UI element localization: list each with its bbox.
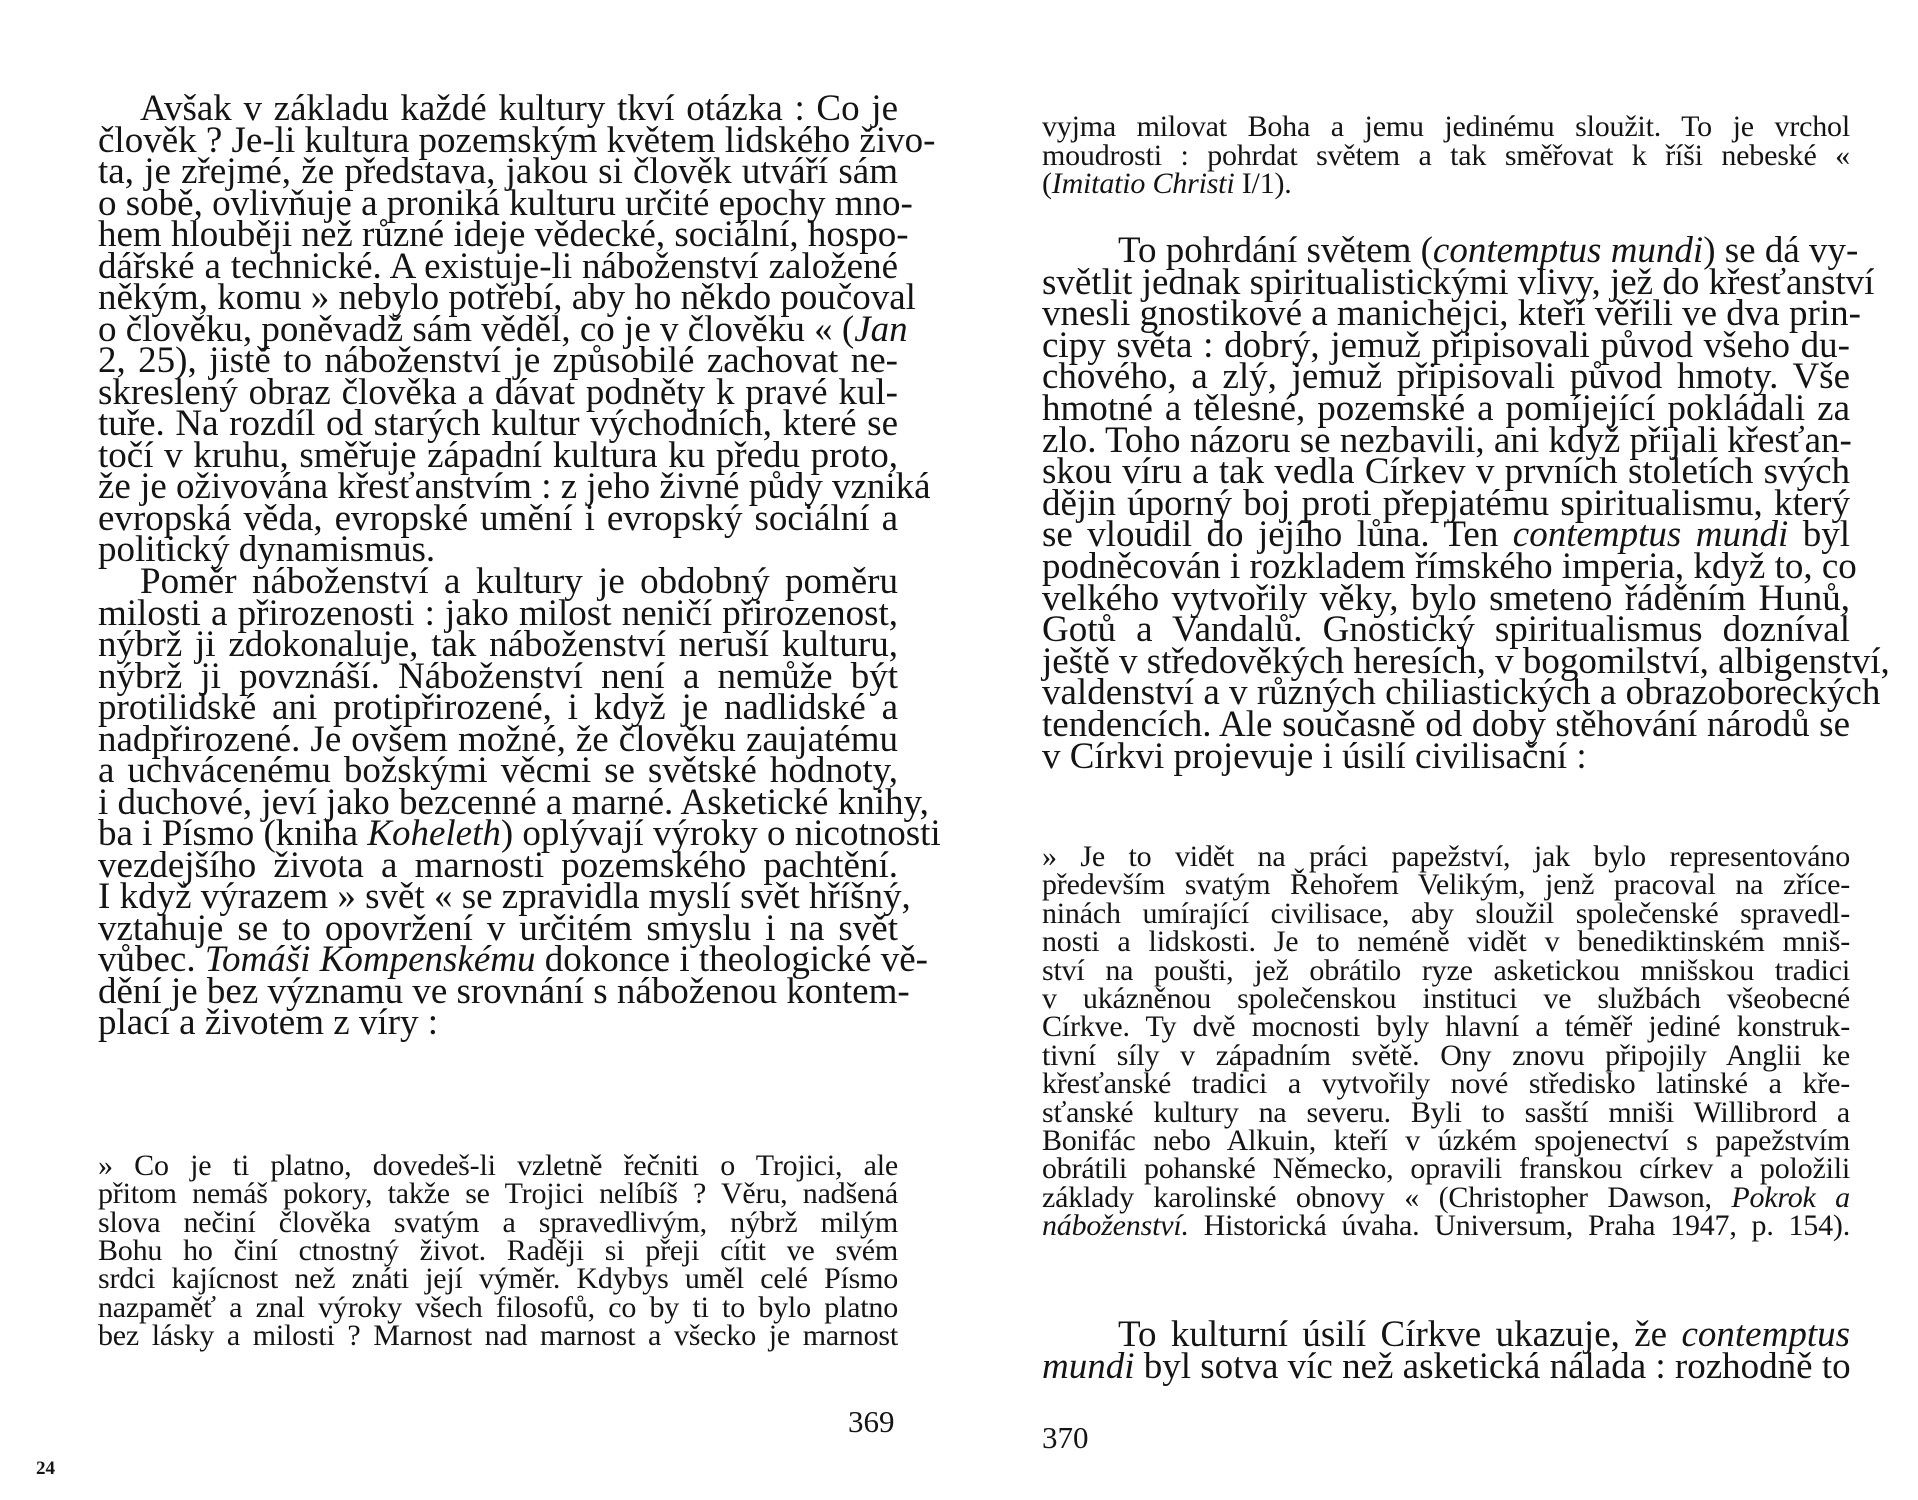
text-line: Bohu ho činí ctnostný život. Raději si přeji cítit ve svém	[98, 1233, 898, 1267]
text-line: dářské a technické. A existuje-li náboženství založené	[98, 245, 898, 287]
text-line: tuře. Na rozdíl od starých kultur východních, které se	[98, 403, 898, 444]
text-line: Bonifác nebo Alkuin, kteří v úzkém spojenectví s papežstvím	[1042, 1124, 1850, 1157]
text-line: I když výrazem » svět « se zpravidla myslí svět hříšný,	[98, 876, 911, 917]
text-line: nýbrž ji zdokonaluje, tak náboženství neruší kulturu,	[98, 624, 898, 665]
text-line: To kulturní úsilí Církve ukazuje, že contemptus	[1118, 1314, 1850, 1355]
text-line: především svatým Řehořem Velikým, jenž pracoval na zříce-	[1042, 868, 1850, 902]
text-line: cipy světa : dobrý, jemuž připisovali původ všeho du-	[1042, 324, 1850, 366]
text-line: plací a životem z víry :	[98, 1002, 439, 1043]
text-line: obrátili pohanské Německo, opravili franskou církev a položili	[1042, 1152, 1850, 1186]
text-line: velkého vytvořily věky, bylo smeteno řáděním Hunů,	[1042, 577, 1850, 619]
text-line: ninách umírající civilisace, aby sloužil společenské spravedl-	[1042, 896, 1850, 930]
text-line: náboženství. Historická úvaha. Universum, Praha 1947, p. 154).	[1042, 1209, 1850, 1243]
text-line: někým, komu » nebylo potřebí, aby ho někdo poučoval	[98, 277, 916, 318]
text-line: nadpřirozené. Je ovšem možné, že člověku zaujatému	[98, 718, 898, 760]
text-line: ství na poušti, jež obrátilo ryze asketickou mnišskou tradici	[1042, 953, 1850, 987]
text-line: politický dynamismus.	[98, 529, 436, 570]
text-line: nosti a lidskosti. Je to neméně vidět v benediktinském mniš-	[1042, 925, 1850, 959]
text-line: zlo. Toho názoru se nezbavili, ani když přijali křesťan-	[1042, 419, 1852, 461]
text-line: skou víru a tak vedla Církev v prvních stoletích svých	[1042, 451, 1850, 493]
text-line: mundi byl sotva víc než asketická nálada : rozhodně to	[1042, 1345, 1851, 1387]
text-line: o sobě, ovlivňuje a proniká kulturu určité epochy mno-	[98, 182, 913, 224]
text-line: základy karolinské obnovy « (Christopher Dawson, Pokrok a	[1042, 1180, 1850, 1214]
text-line: (Imitatio Christi I/1).	[1042, 167, 1292, 200]
text-line: tivní síly v západním světě. Ony znovu připojily Anglii ke	[1042, 1038, 1850, 1072]
text-line: moudrosti : pohrdat světem a tak směřovat k říši nebeské «	[1042, 138, 1850, 172]
text-line: světlit jednak spiritualistickými vlivy, jež do křesťanství	[1042, 261, 1875, 303]
right-page	[960, 0, 1918, 1500]
text-line: hem hlouběji než různé ideje vědecké, sociální, hospo-	[98, 214, 909, 255]
text-line: a uchvácenému božskými věcmi se světské hodnoty,	[98, 750, 898, 791]
text-line: nazpaměť a znal výroky všech filosofů, co by ti to bylo platno	[98, 1290, 898, 1324]
text-line: v Církvi projevuje i úsilí civilisační :	[1042, 735, 1587, 777]
text-line: dějin úporný boj proti přepjatému spiritualismu, který	[1042, 482, 1850, 524]
text-line: o člověku, poněvadž sám věděl, co je v člověku « (Jan	[98, 308, 908, 350]
text-line: » Co je ti platno, dovedeš-li vzletně řečniti o Trojici, ale	[98, 1149, 898, 1182]
text-line: podněcován i rozkladem římského imperia, když to, co	[1042, 546, 1857, 587]
text-line: hmotné a tělesné, pozemské a pomíjející pokládali za	[1042, 388, 1850, 429]
text-line: To pohrdání světem (contemptus mundi) se dá vy-	[1118, 230, 1859, 271]
text-line: Gotů a Vandalů. Gnostický spiritualismus dozníval	[1042, 609, 1850, 651]
text-line: sťanské kultury na severu. Byli to sasští mniši Willibrord a	[1042, 1095, 1850, 1129]
text-line: i duchové, jeví jako bezcenné a marné. Asketické knihy,	[98, 781, 929, 823]
text-line: srdci kajícnost než znáti její výměr. Kdybys uměl celé Písmo	[98, 1262, 898, 1296]
page-number: 369	[848, 1404, 895, 1439]
signature-mark: 24	[36, 1458, 55, 1479]
text-line: milosti a přirozenosti : jako milost neničí přirozenost,	[98, 592, 898, 634]
text-line: vezdejšího života a marnosti pozemského pachtění.	[98, 844, 898, 886]
text-line: protilidské ani protipřirozené, i když je nadlidské a	[98, 687, 898, 728]
text-line: slova nečiní člověka svatým a spravedlivým, nýbrž milým	[98, 1205, 898, 1239]
text-line: » Je to vidět na práci papežství, jak bylo representováno	[1042, 840, 1850, 873]
text-line: tendencích. Ale současně od doby stěhování národů se	[1042, 704, 1850, 745]
text-line: evropská věda, evropské umění i evropský sociální a	[98, 497, 898, 539]
text-line: křesťanské tradici a vytvořily nové středisko latinské a kře-	[1042, 1067, 1850, 1101]
page-number: 370	[1042, 1420, 1089, 1455]
text-line: Poměr náboženství a kultury je obdobný poměru	[140, 561, 898, 602]
text-line: se vloudil do jejího lůna. Ten contemptus mundi byl	[1042, 514, 1850, 556]
text-line: v ukázněnou společenskou instituci ve službách všeobecné	[1042, 982, 1850, 1015]
text-line: přitom nemáš pokory, takže se Trojici nelíbíš ? Věru, nadšená	[98, 1177, 898, 1211]
text-line: dění je bez významu ve srovnání s náboženou kontem-	[98, 970, 910, 1012]
text-line: točí v kruhu, směřuje západní kultura ku předu proto,	[98, 434, 898, 476]
text-line: člověk ? Je-li kultura pozemským květem lidského živo-	[98, 119, 936, 161]
text-line: 2, 25), jistě to náboženství je způsobilé zachovat ne-	[98, 340, 898, 381]
text-line: ta, je zřejmé, že představa, jakou si člověk utváří sám	[98, 151, 898, 192]
text-line: valdenství a v různých chiliastických a obrazoboreckých	[1042, 672, 1881, 714]
text-line: vnesli gnostikové a manichejci, kteří věřili ve dva prin-	[1042, 293, 1861, 335]
text-line: Avšak v základu každé kultury tkví otázka : Co je	[140, 88, 898, 129]
text-line: ještě v středověkých heresích, v bogomilství, albigenství,	[1042, 640, 1890, 682]
text-line: chového, a zlý, jemuž připisovali původ hmoty. Vše	[1042, 356, 1850, 398]
text-line: bez lásky a milosti ? Marnost nad marnost a všecko je marnost	[98, 1318, 898, 1352]
text-line: že je oživována křesťanstvím : z jeho živné půdy vzniká	[98, 466, 931, 507]
text-line: vyjma milovat Boha a jemu jedinému sloužit. To je vrchol	[1042, 110, 1850, 143]
text-line: skreslený obraz člověka a dávat podněty k pravé kul-	[98, 371, 898, 413]
text-line: ba i Písmo (kniha Koheleth) oplývají výroky o nicotnosti	[98, 813, 941, 854]
text-line: vztahuje se to opovržení v určitém smyslu i na svět	[98, 907, 898, 949]
text-line: vůbec. Tomáši Kompenskému dokonce i theologické vě-	[98, 939, 928, 980]
text-line: Církve. Ty dvě mocnosti byly hlavní a téměř jediné konstruk-	[1042, 1010, 1850, 1044]
text-line: nýbrž ji povznáší. Náboženství není a nemůže být	[98, 655, 898, 697]
